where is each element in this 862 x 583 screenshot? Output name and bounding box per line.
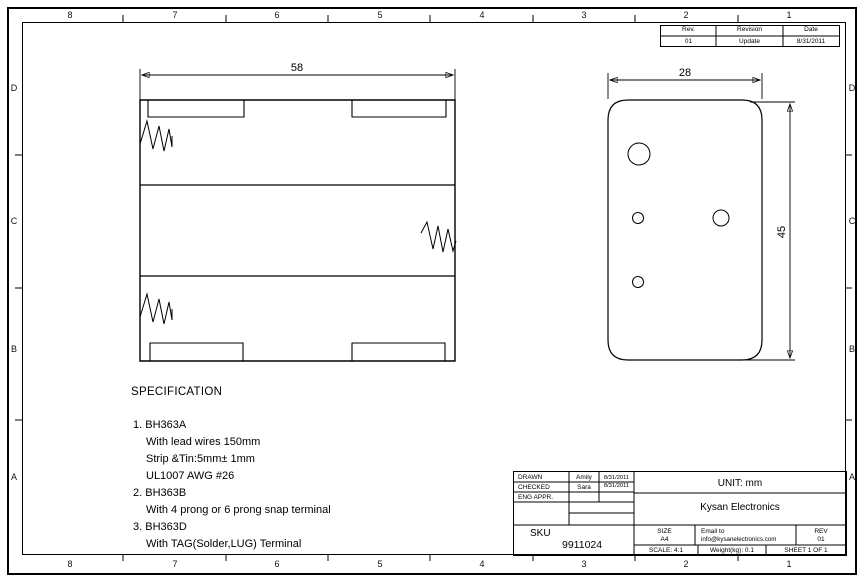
grid-column-label-top: 5: [377, 10, 383, 20]
spec-item: With 4 prong or 6 prong snap terminal: [146, 504, 331, 516]
grid-column-label-bottom: 4: [479, 559, 485, 569]
spec-item: UL1007 AWG #26: [146, 470, 235, 482]
checked-label: CHECKED: [518, 484, 550, 491]
dimension-side-height: [744, 102, 795, 360]
email-label: Email to: [701, 528, 725, 535]
battery-slot-bottom-left: [150, 343, 243, 361]
hole-medium: [713, 210, 729, 226]
grid-column-label-top: 8: [67, 10, 73, 20]
dimension-side-width-text: 28: [678, 67, 692, 79]
revision-table: [660, 25, 840, 47]
size-value: A4: [660, 536, 669, 543]
spec-item: With TAG(Solder,LUG) Terminal: [146, 538, 302, 550]
grid-row-label-left: C: [10, 216, 18, 226]
sheet-label: SHEET 1 OF 1: [784, 547, 828, 554]
unit-label: UNIT: mm: [717, 478, 763, 489]
side-view: [608, 100, 762, 360]
battery-slot-bottom-right: [352, 343, 445, 361]
spec-item: 2. BH363B: [133, 487, 187, 499]
revision-cell-rev: 01: [684, 38, 693, 45]
side-view-outline: [608, 100, 762, 360]
battery-slot-top-left: [148, 100, 244, 117]
grid-column-label-bottom: 1: [786, 559, 792, 569]
hole-large: [628, 143, 650, 165]
spec-item: 3. BH363D: [133, 521, 187, 533]
dimension-side-height-text: 45: [776, 225, 788, 239]
hole-small-lower: [633, 277, 644, 288]
grid-row-label-right: B: [848, 344, 855, 354]
dimension-front-width: [140, 62, 455, 100]
weight-label: Weight(kg): 0.1: [710, 547, 754, 554]
checked-name: Sara: [577, 484, 591, 491]
spring-contact-middle-right: [421, 222, 456, 252]
drawn-date: 8/31/2011: [603, 474, 630, 481]
rev-value: 01: [817, 536, 825, 543]
grid-row-label-left: D: [10, 83, 18, 93]
grid-row-label-left: A: [10, 472, 17, 482]
drawn-label: DRAWN: [518, 474, 543, 481]
grid-row-label-right: C: [848, 216, 856, 226]
grid-column-label-bottom: 6: [274, 559, 280, 569]
front-view: [140, 100, 456, 361]
revision-header-revision: Revision: [737, 26, 762, 33]
specification-title: SPECIFICATION: [131, 386, 223, 398]
grid-row-label-right: D: [848, 83, 856, 93]
grid-column-label-top: 6: [274, 10, 280, 20]
revision-cell-date: 8/31/2011: [796, 38, 826, 45]
grid-row-label-right: A: [848, 472, 855, 482]
company-name: Kysan Electronics: [700, 502, 780, 513]
battery-slot-top-right: [352, 100, 446, 117]
email-value: info@kysanelectronics.com: [701, 536, 777, 543]
grid-column-label-bottom: 3: [581, 559, 587, 569]
grid-column-label-top: 4: [479, 10, 485, 20]
rev-label: REV: [814, 528, 828, 535]
grid-row-label-left: B: [10, 344, 17, 354]
revision-cell-update: Update: [739, 38, 760, 45]
front-view-outline: [140, 100, 455, 361]
eng-appr-label: ENG APPR.: [518, 494, 554, 501]
grid-column-label-bottom: 8: [67, 559, 73, 569]
spec-item: Strip &Tin:5mm± 1mm: [146, 453, 255, 465]
revision-header-rev: Rev.: [682, 26, 695, 33]
spring-contact-bottom-left: [140, 294, 172, 324]
spec-item: 1. BH363A: [133, 419, 187, 431]
grid-column-label-top: 1: [786, 10, 792, 20]
grid-column-label-top: 2: [683, 10, 689, 20]
sku-value: 9911024: [562, 539, 603, 551]
sku-label: SKU: [530, 528, 551, 539]
title-block: [513, 471, 847, 556]
grid-column-label-bottom: 2: [683, 559, 689, 569]
dimension-front-width-text: 58: [290, 62, 304, 74]
hole-small-upper: [633, 213, 644, 224]
scale-label: SCALE: 4:1: [649, 547, 683, 554]
spring-contact-top-left: [140, 121, 172, 151]
checked-date: 8/31/2011: [603, 483, 630, 489]
grid-column-label-top: 7: [172, 10, 178, 20]
grid-column-label-bottom: 5: [377, 559, 383, 569]
revision-header-date: Date: [804, 26, 818, 33]
grid-column-label-top: 3: [581, 10, 587, 20]
grid-column-label-bottom: 7: [172, 559, 178, 569]
dimension-side-width: [608, 67, 762, 99]
spec-item: With lead wires 150mm: [146, 436, 261, 448]
size-label: SIZE: [657, 528, 672, 535]
drawn-name: Amily: [576, 474, 592, 481]
